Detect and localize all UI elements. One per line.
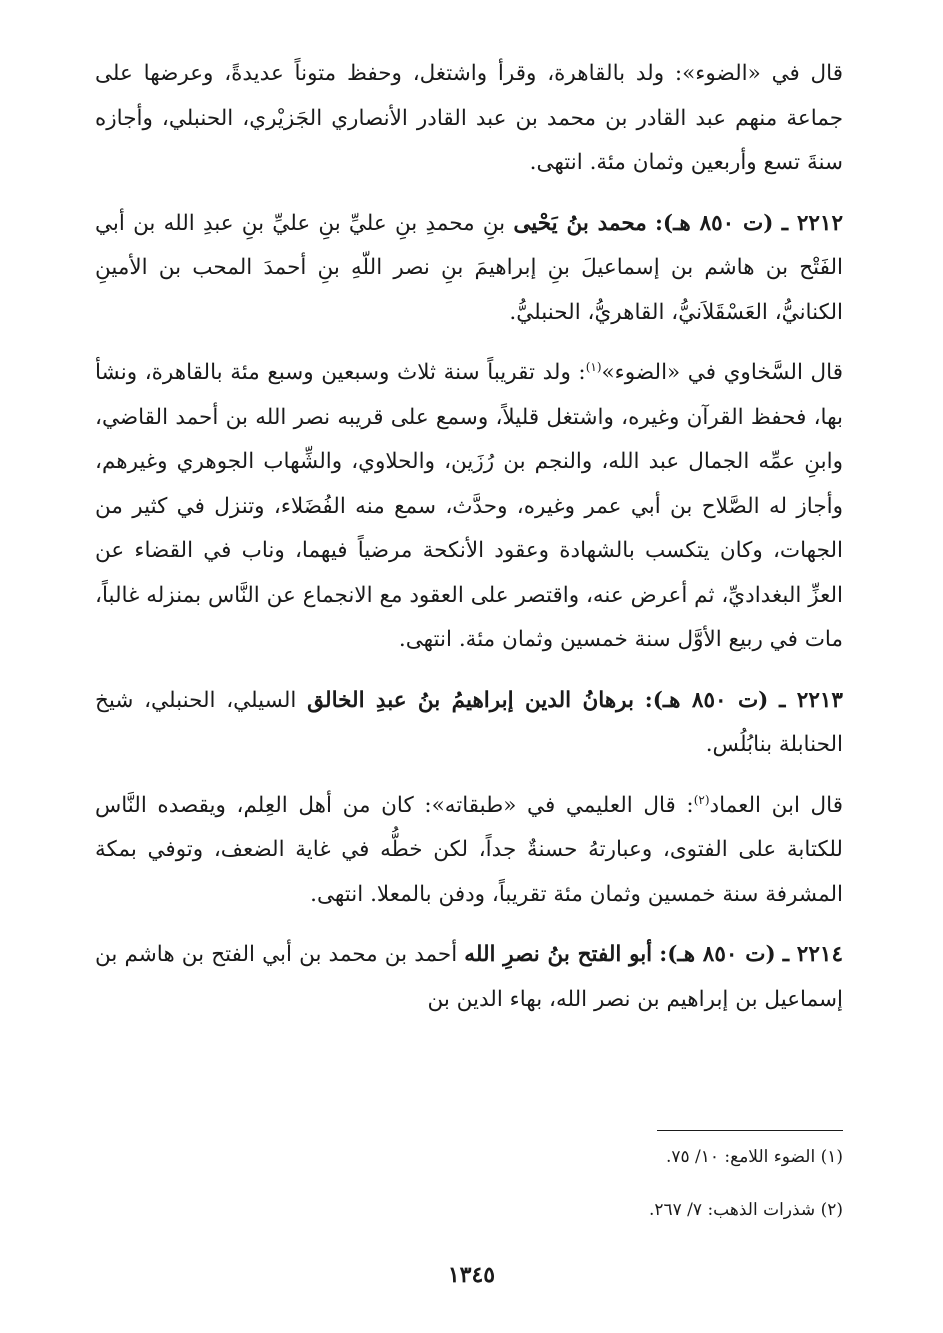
entry-death-date: (ت ٨٥٠ هـ): [654, 210, 774, 236]
entry-2212 [95, 202, 843, 336]
paragraph-daw-quote [95, 52, 843, 186]
entry-lineage: بنِ محمدِ بنِ عليِّ بنِ عليِّ بنِ عبدِ الله بن أبي الفَتْح بن هاشم بن إسماعيلَ بنِ إبراهيمَ بنِ نصر اللّهِ بنِ أحمدَ المحب بن الأمينِ الكنانيُّ، العَسْقَلاَنيُّ، القاهريُّ، الحنبليُّ. [95, 210, 843, 325]
entry-lineage: السيلي، الحنبلي، شيخ الحنابلة بنابُلُس. [95, 687, 843, 757]
entry-lineage: أحمد بن محمد بن أبي الفتح بن هاشم بن إسماعيل بن إبراهيم بن نصر الله، بهاء الدين بن [95, 942, 843, 1012]
paragraph-ibn-imad-quote [95, 784, 843, 918]
entry-death-date: (ت ٨٥٠ هـ): [644, 687, 769, 713]
paragraph-text-rest: : ولد تقريباً سنة ثلاث وسبعين وسبع مئة بالقاهرة، ونشأ بها، فحفظ القرآن وغيره، واشتغل قليلاً، وسمع على قريبه نصر الله بن أحمد القاضي، وابنِ عمِّه الجمال عبد الله، والنجم بن رُزَين، والحلاوي، والشِّهاب الجوهري وغيرهم، وأجاز له الصَّلاح بن أبي عمر وغيره، وحدَّث، سمع منه الفُضَلاء، وتنزل في كثير من الجهات، وكان يتكسب بالشهادة وعقود الأنكحة مرضياً فيهما، وناب في القضاء عن العزِّ البغداديِّ، ثم أعرض عنه، واقتصر على العقود مع الانجماع عن النَّاس بمنزله غالباً، مات في ربيع الأوَّل سنة خمسين وثمان مئة. انتهى. [95, 360, 843, 652]
paragraph-sakhawi-quote [95, 351, 843, 663]
entry-2213 [95, 679, 843, 768]
paragraph-text-rest: : قال العليمي في «طبقاته»: كان من أهل العِلم، ويقصده النَّاس للكتابة على الفتوى، وعبارتهُ حسنةٌ جداً، لكن خطُّه في غاية الضعف، وتوفي بمكة المشرفة سنة خمسين وثمان مئة تقريباً، ودفن بالمعلا. انتهى. [95, 792, 843, 907]
entry-number: ٢٢١٣ ـ [779, 687, 843, 713]
entry-name: برهانُ الدين إبراهيمُ بنُ عبدِ الخالق [307, 687, 635, 713]
paragraph-text-start: قال ابن العماد [709, 792, 843, 818]
paragraph-text-start: قال السَّخاوي في «الضوء» [601, 360, 843, 385]
footnote-divider [657, 1130, 843, 1131]
footnote-ref-1[interactable]: (١) [585, 359, 602, 374]
entry-number: ٢٢١٤ ـ [782, 942, 843, 967]
entry-2214 [95, 933, 843, 1022]
footnote-ref-2[interactable]: (٢) [693, 792, 710, 807]
footnotes [243, 1145, 843, 1251]
entry-name: أبو الفتح بنُ نصرِ الله [464, 942, 653, 967]
footnote-1: (١) الضوء اللامع: ١٠/ ٧٥. [665, 1147, 843, 1167]
entry-name: محمد بنُ يَحْيى [513, 210, 647, 236]
footnote-2: (٢) شذرات الذهب: ٧/ ٢٦٧. [648, 1200, 843, 1220]
entry-number: ٢٢١٢ ـ [781, 210, 844, 236]
paragraph-text: قال في «الضوء»: ولد بالقاهرة، وقرأ واشتغل، وحفظ متوناً عديدةً، وعرضها على جماعة منهم عبد القادر بن محمد بن عبد القادر الأنصاري الجَزيْري، الحنبلي، وأجازه سنةَ تسع وأربعين وثمان مئة. انتهى. [95, 61, 843, 175]
entry-death-date: (ت ٨٥٠ هـ): [659, 942, 776, 967]
page-body [95, 52, 843, 1032]
page-number: ١٣٤٥ [447, 1262, 496, 1288]
